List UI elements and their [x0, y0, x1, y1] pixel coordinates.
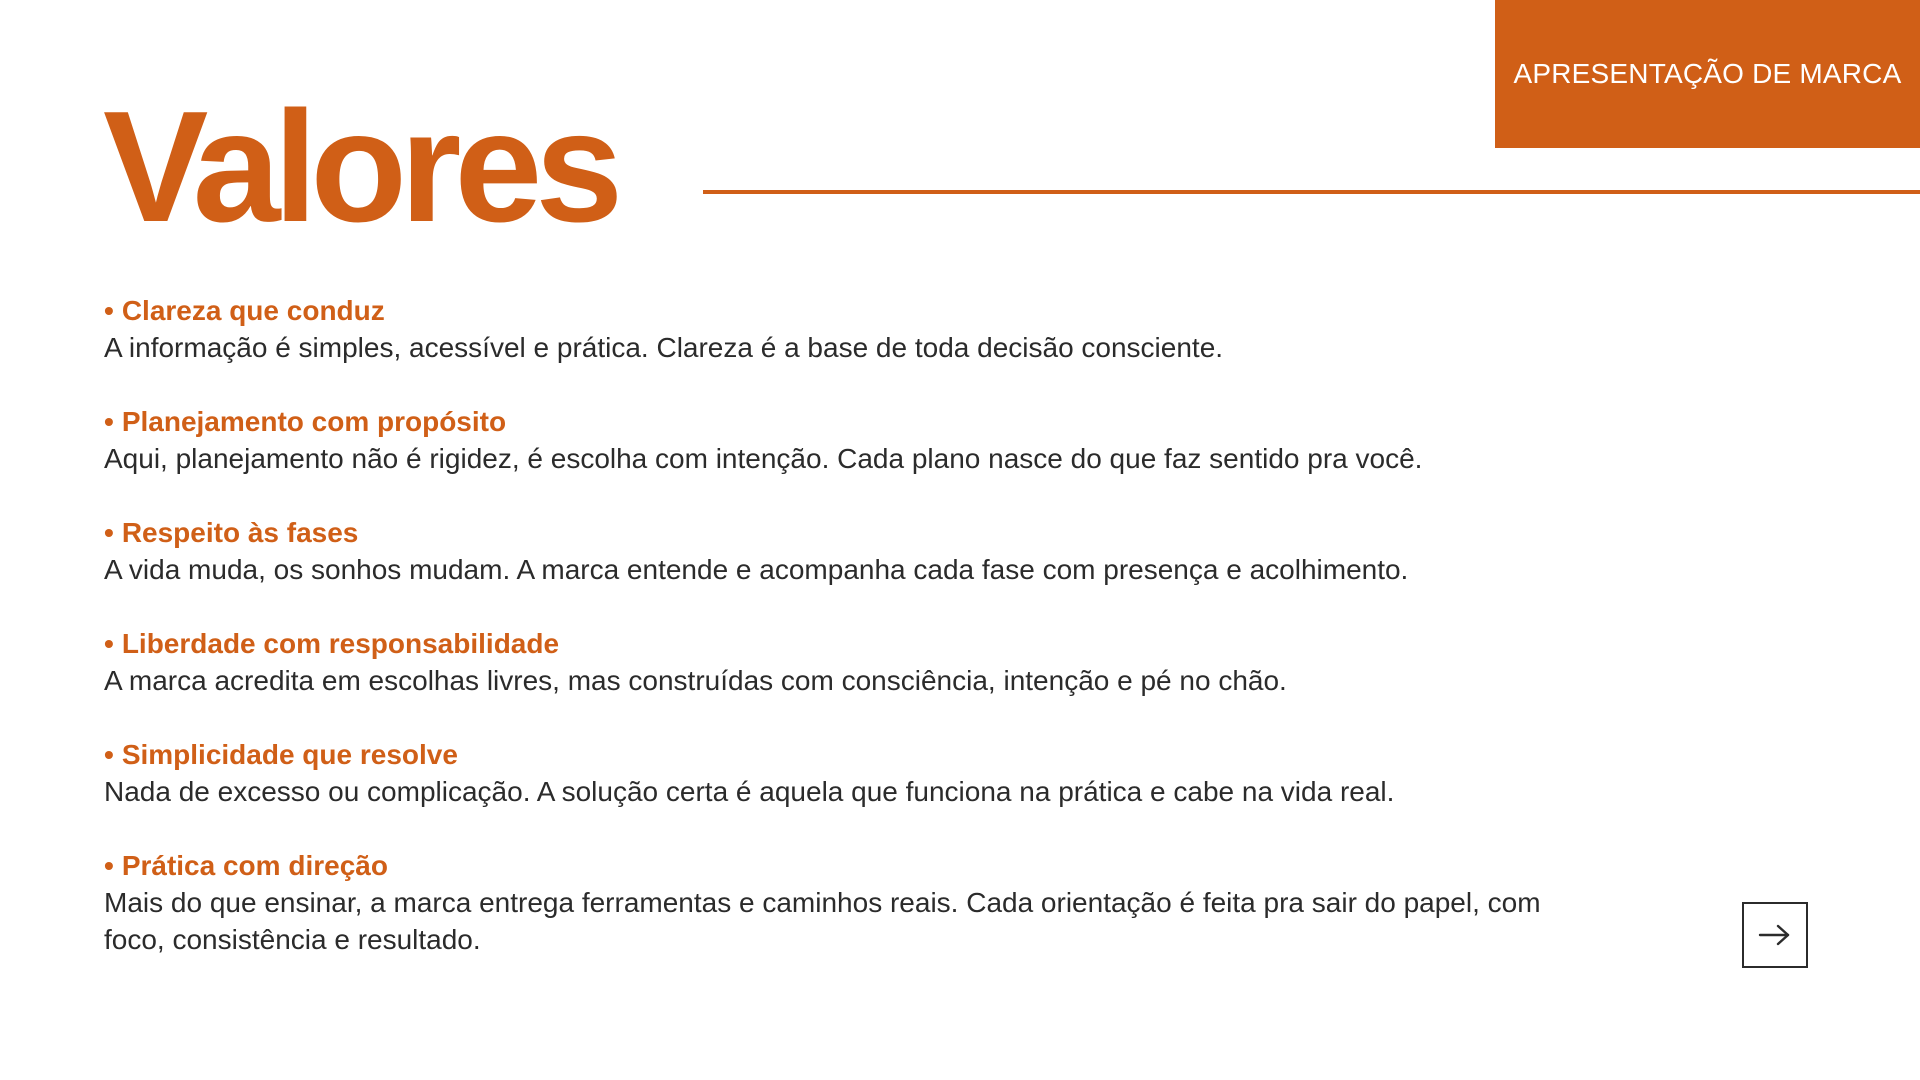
- value-description: A vida muda, os sonhos mudam. A marca entende e acompanha cada fase com presença e acolhimento.: [104, 554, 1409, 585]
- value-heading-text: Prática com direção: [121, 850, 388, 881]
- section-tag-label: APRESENTAÇÃO DE MARCA: [1513, 58, 1902, 89]
- value-heading-text: Clareza que conduz: [121, 295, 385, 326]
- bullet-icon: •: [104, 628, 114, 659]
- value-description: A informação é simples, acessível e prática. Clareza é a base de toda decisão consciente.: [104, 332, 1224, 363]
- value-item-planejamento: [104, 403, 1564, 477]
- value-description: Mais do que ensinar, a marca entrega ferramentas e caminhos reais. Cada orientação é feita pra sair do papel, com foco, consistência e resultado.: [104, 887, 1541, 955]
- value-description: A marca acredita em escolhas livres, mas construídas com consciência, intenção e pé no chão.: [104, 665, 1287, 696]
- value-item-respeito: [104, 514, 1564, 588]
- bullet-icon: •: [104, 406, 114, 437]
- value-heading-text: Respeito às fases: [121, 517, 359, 548]
- value-heading: [104, 625, 1564, 662]
- value-item-pratica: [104, 847, 1564, 958]
- value-item-simplicidade: [104, 736, 1564, 810]
- value-description: Nada de excesso ou complicação. A solução certa é aquela que funciona na prática e cabe na vida real.: [104, 776, 1395, 807]
- value-item-liberdade: [104, 625, 1564, 699]
- page-title: Valores: [103, 79, 617, 255]
- value-heading: [104, 292, 1564, 329]
- value-heading: [104, 736, 1564, 773]
- bullet-icon: •: [104, 739, 114, 770]
- value-heading-text: Planejamento com propósito: [121, 406, 507, 437]
- value-item-clareza: [104, 292, 1564, 366]
- bullet-icon: •: [104, 295, 114, 326]
- bullet-icon: •: [104, 517, 114, 548]
- value-heading: [104, 403, 1564, 440]
- title-divider: [703, 190, 1920, 194]
- value-heading-text: Liberdade com responsabilidade: [121, 628, 560, 659]
- bullet-icon: •: [104, 850, 114, 881]
- value-description: Aqui, planejamento não é rigidez, é escolha com intenção. Cada plano nasce do que faz sentido pra você.: [104, 443, 1423, 474]
- value-heading-text: Simplicidade que resolve: [121, 739, 458, 770]
- next-slide-button[interactable]: [1742, 902, 1808, 968]
- value-heading: [104, 847, 1564, 884]
- value-heading: [104, 514, 1564, 551]
- values-list: [104, 292, 1564, 995]
- section-tag: [1495, 0, 1920, 148]
- arrow-right-icon: [1758, 923, 1792, 947]
